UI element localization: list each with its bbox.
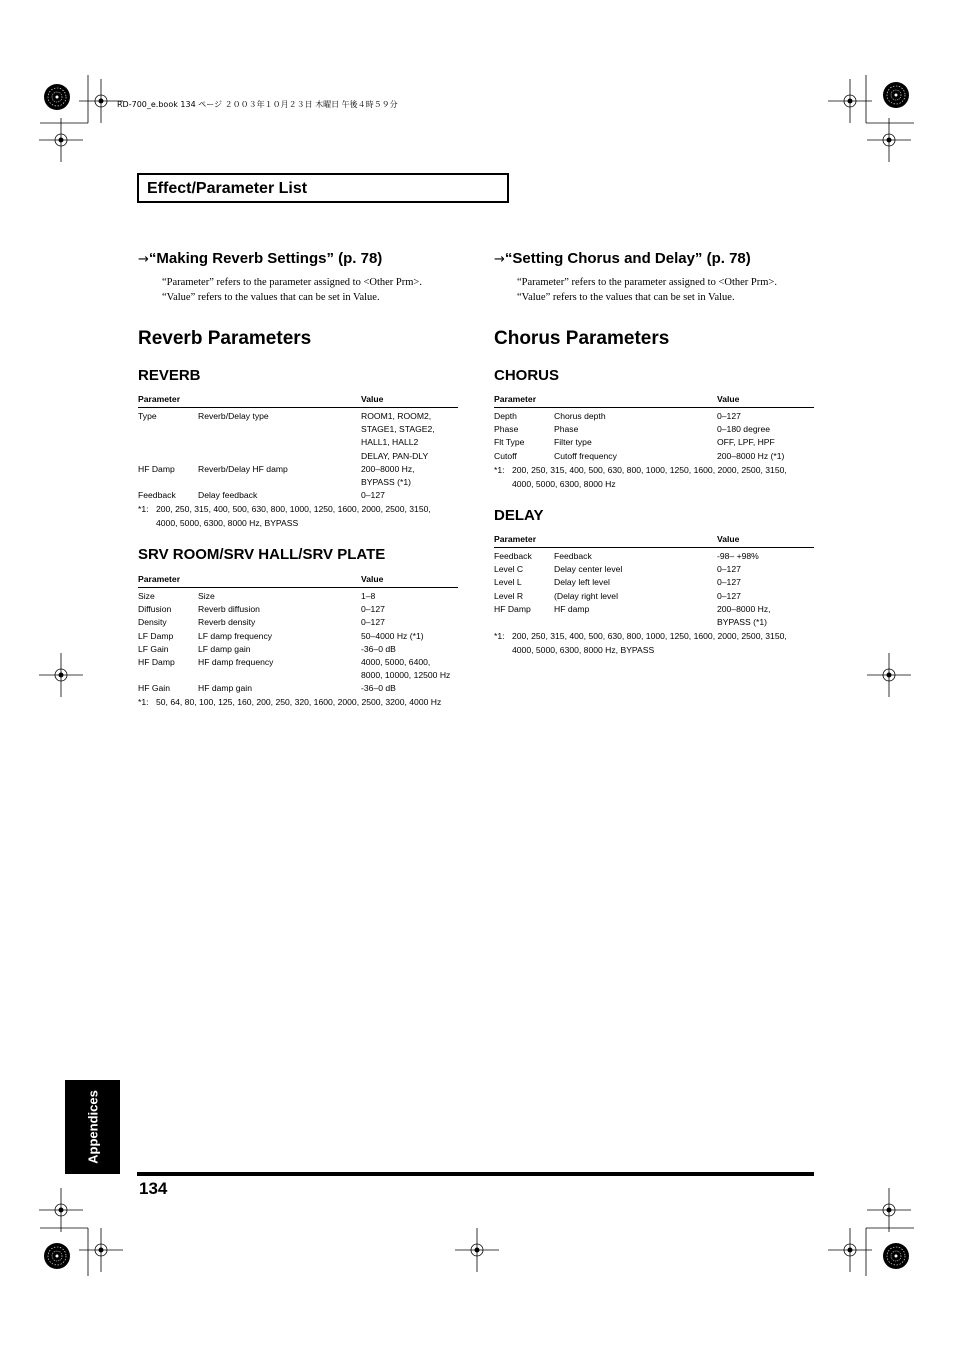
registration-target-top-left	[44, 84, 70, 110]
column-header-value: Value	[361, 574, 458, 588]
description-cell: Reverb density	[198, 617, 256, 628]
description-cell: Reverb/Delay type	[198, 411, 269, 421]
reverb-note: “Parameter” refers to the parameter assigned to <Other Prm>. “Value” refers to the values that can be set in Value.	[162, 277, 422, 303]
footer-rule	[137, 1172, 814, 1176]
description-cell: Reverb/Delay HF damp	[198, 463, 288, 474]
param-cell: Cutoff	[494, 450, 517, 461]
chorus-parameters-heading: Chorus Parameters	[494, 328, 670, 349]
reverb-settings-xref[interactable]: →“Making Reverb Settings” (p. 78)	[138, 250, 383, 267]
value-line: HALL1, HALL2	[361, 437, 419, 448]
param-cell: Flt Type	[494, 437, 525, 448]
description-cell: Feedback	[554, 551, 592, 561]
value-cell	[361, 643, 458, 656]
value-line: 0–180 degree	[717, 424, 771, 435]
param-cell: Feedback	[494, 551, 532, 561]
table-row	[494, 590, 814, 603]
table-row	[138, 616, 458, 629]
table-row	[138, 588, 458, 604]
description-cell: Filter type	[554, 437, 592, 448]
description-cell: Phase	[554, 424, 579, 435]
param-cell: Depth	[494, 411, 517, 421]
column-header-parameter: Parameter	[494, 534, 554, 548]
srv-table	[138, 574, 458, 696]
value-cell	[361, 588, 458, 604]
chorus-subheading: CHORUS	[494, 367, 560, 384]
value-line: STAGE1, STAGE2,	[361, 424, 435, 435]
param-cell: Diffusion	[138, 604, 172, 615]
chorus-note: “Parameter” refers to the parameter assigned to <Other Prm>. “Value” refers to the values that can be set in Value.	[517, 277, 777, 303]
column-header-value: Value	[717, 534, 814, 548]
value-line: 0–127	[361, 617, 385, 628]
srv-subheading: SRV ROOM/SRV HALL/SRV PLATE	[138, 546, 386, 563]
value-cell	[361, 682, 458, 695]
page-number: 134	[139, 1179, 168, 1198]
value-cell	[361, 463, 458, 489]
value-line: 0–127	[717, 577, 741, 588]
table-row	[138, 656, 458, 682]
value-cell	[717, 548, 814, 564]
value-line: 1–8	[361, 591, 376, 601]
description-cell: HF damp frequency	[198, 657, 274, 668]
description-cell: Cutoff frequency	[554, 450, 617, 461]
column-header-value: Value	[717, 394, 814, 408]
appendices-tab	[65, 1080, 120, 1174]
param-cell: Size	[138, 591, 155, 601]
table-row	[138, 643, 458, 656]
value-line: OFF, LPF, HPF	[717, 437, 775, 448]
table-row	[494, 603, 814, 629]
appendices-tab-label: Appendices	[85, 1090, 100, 1164]
arrow-icon: →	[494, 252, 505, 267]
value-line: 200–8000 Hz (*1)	[717, 450, 785, 461]
column-header-parameter: Parameter	[494, 394, 554, 408]
table-row	[494, 548, 814, 564]
value-line: 0–127	[717, 411, 741, 421]
param-cell: Density	[138, 617, 167, 628]
value-line: 8000, 10000, 12500 Hz	[361, 670, 451, 681]
description-cell: Delay left level	[554, 577, 610, 588]
table-row	[494, 436, 814, 449]
value-line: -98– +98%	[717, 551, 759, 561]
column-header-parameter: Parameter	[138, 394, 198, 408]
description-cell: (Delay right level	[554, 590, 618, 601]
value-cell	[717, 563, 814, 576]
value-cell	[717, 450, 814, 463]
param-cell: Level L	[494, 577, 522, 588]
reverb-parameters-heading: Reverb Parameters	[138, 328, 312, 349]
table-row	[138, 603, 458, 616]
description-cell: Delay feedback	[198, 490, 258, 501]
value-cell	[717, 603, 814, 629]
value-cell	[361, 630, 458, 643]
param-cell: HF Damp	[494, 603, 531, 614]
table-row	[494, 576, 814, 589]
value-line: 200–8000 Hz,	[361, 463, 415, 474]
param-cell: LF Damp	[138, 630, 174, 641]
value-cell	[717, 408, 814, 424]
value-cell	[361, 489, 458, 502]
delay-subheading: DELAY	[494, 507, 544, 524]
value-line: 200–8000 Hz,	[717, 603, 771, 614]
value-cell	[361, 616, 458, 629]
description-cell: Reverb diffusion	[198, 604, 260, 615]
param-cell: LF Gain	[138, 643, 169, 654]
value-cell	[717, 423, 814, 436]
param-cell: HF Damp	[138, 463, 175, 474]
value-line: 0–127	[361, 604, 385, 615]
chorus-delay-xref[interactable]: →“Setting Chorus and Delay” (p. 78)	[494, 250, 751, 267]
description-cell: HF damp	[554, 603, 590, 614]
value-cell	[361, 656, 458, 682]
param-cell: Phase	[494, 424, 519, 435]
table-row	[494, 423, 814, 436]
description-cell: LF damp gain	[198, 643, 251, 654]
description-cell: HF damp gain	[198, 683, 252, 694]
reverb-subheading: REVERB	[138, 367, 201, 384]
table-row	[138, 408, 458, 463]
param-cell: HF Damp	[138, 657, 175, 668]
value-line: ROOM1, ROOM2,	[361, 411, 432, 421]
value-line: 0–127	[717, 590, 741, 601]
print-header: RD-700_e.book 134 ページ ２００３年１０月２３日 木曜日 午後４時５９分	[117, 100, 398, 109]
table-row	[494, 450, 814, 463]
description-cell: Delay center level	[554, 564, 623, 575]
value-line: 50–4000 Hz (*1)	[361, 630, 424, 641]
table-row	[494, 563, 814, 576]
value-cell	[717, 590, 814, 603]
table-row	[138, 630, 458, 643]
reverb-table	[138, 394, 458, 502]
value-line: 4000, 5000, 6400,	[361, 657, 431, 668]
value-line: DELAY, PAN-DLY	[361, 450, 429, 461]
param-cell: Type	[138, 411, 157, 421]
description-cell: LF damp frequency	[198, 630, 273, 641]
delay-table	[494, 534, 814, 629]
table-row	[138, 489, 458, 502]
description-cell: Chorus depth	[554, 411, 606, 421]
description-cell: Size	[198, 591, 215, 601]
section-title-box	[137, 173, 509, 203]
table-row	[494, 408, 814, 424]
param-cell: Level C	[494, 564, 524, 575]
table-row	[138, 682, 458, 695]
value-line: 0–127	[717, 564, 741, 575]
value-cell	[361, 603, 458, 616]
chorus-table	[494, 394, 814, 463]
param-cell: Feedback	[138, 490, 176, 501]
arrow-icon: →	[138, 252, 149, 267]
section-title: Effect/Parameter List	[147, 180, 308, 197]
value-line: BYPASS (*1)	[361, 477, 411, 488]
param-cell: Level R	[494, 590, 524, 601]
value-line: BYPASS (*1)	[717, 617, 767, 628]
value-cell	[361, 408, 458, 463]
value-cell	[717, 576, 814, 589]
value-line: -36–0 dB	[361, 643, 396, 654]
column-header-value: Value	[361, 394, 458, 408]
value-line: -36–0 dB	[361, 683, 396, 694]
table-row	[138, 463, 458, 489]
value-line: 0–127	[361, 490, 385, 501]
column-header-parameter: Parameter	[138, 574, 198, 588]
value-cell	[717, 436, 814, 449]
param-cell: HF Gain	[138, 683, 170, 694]
